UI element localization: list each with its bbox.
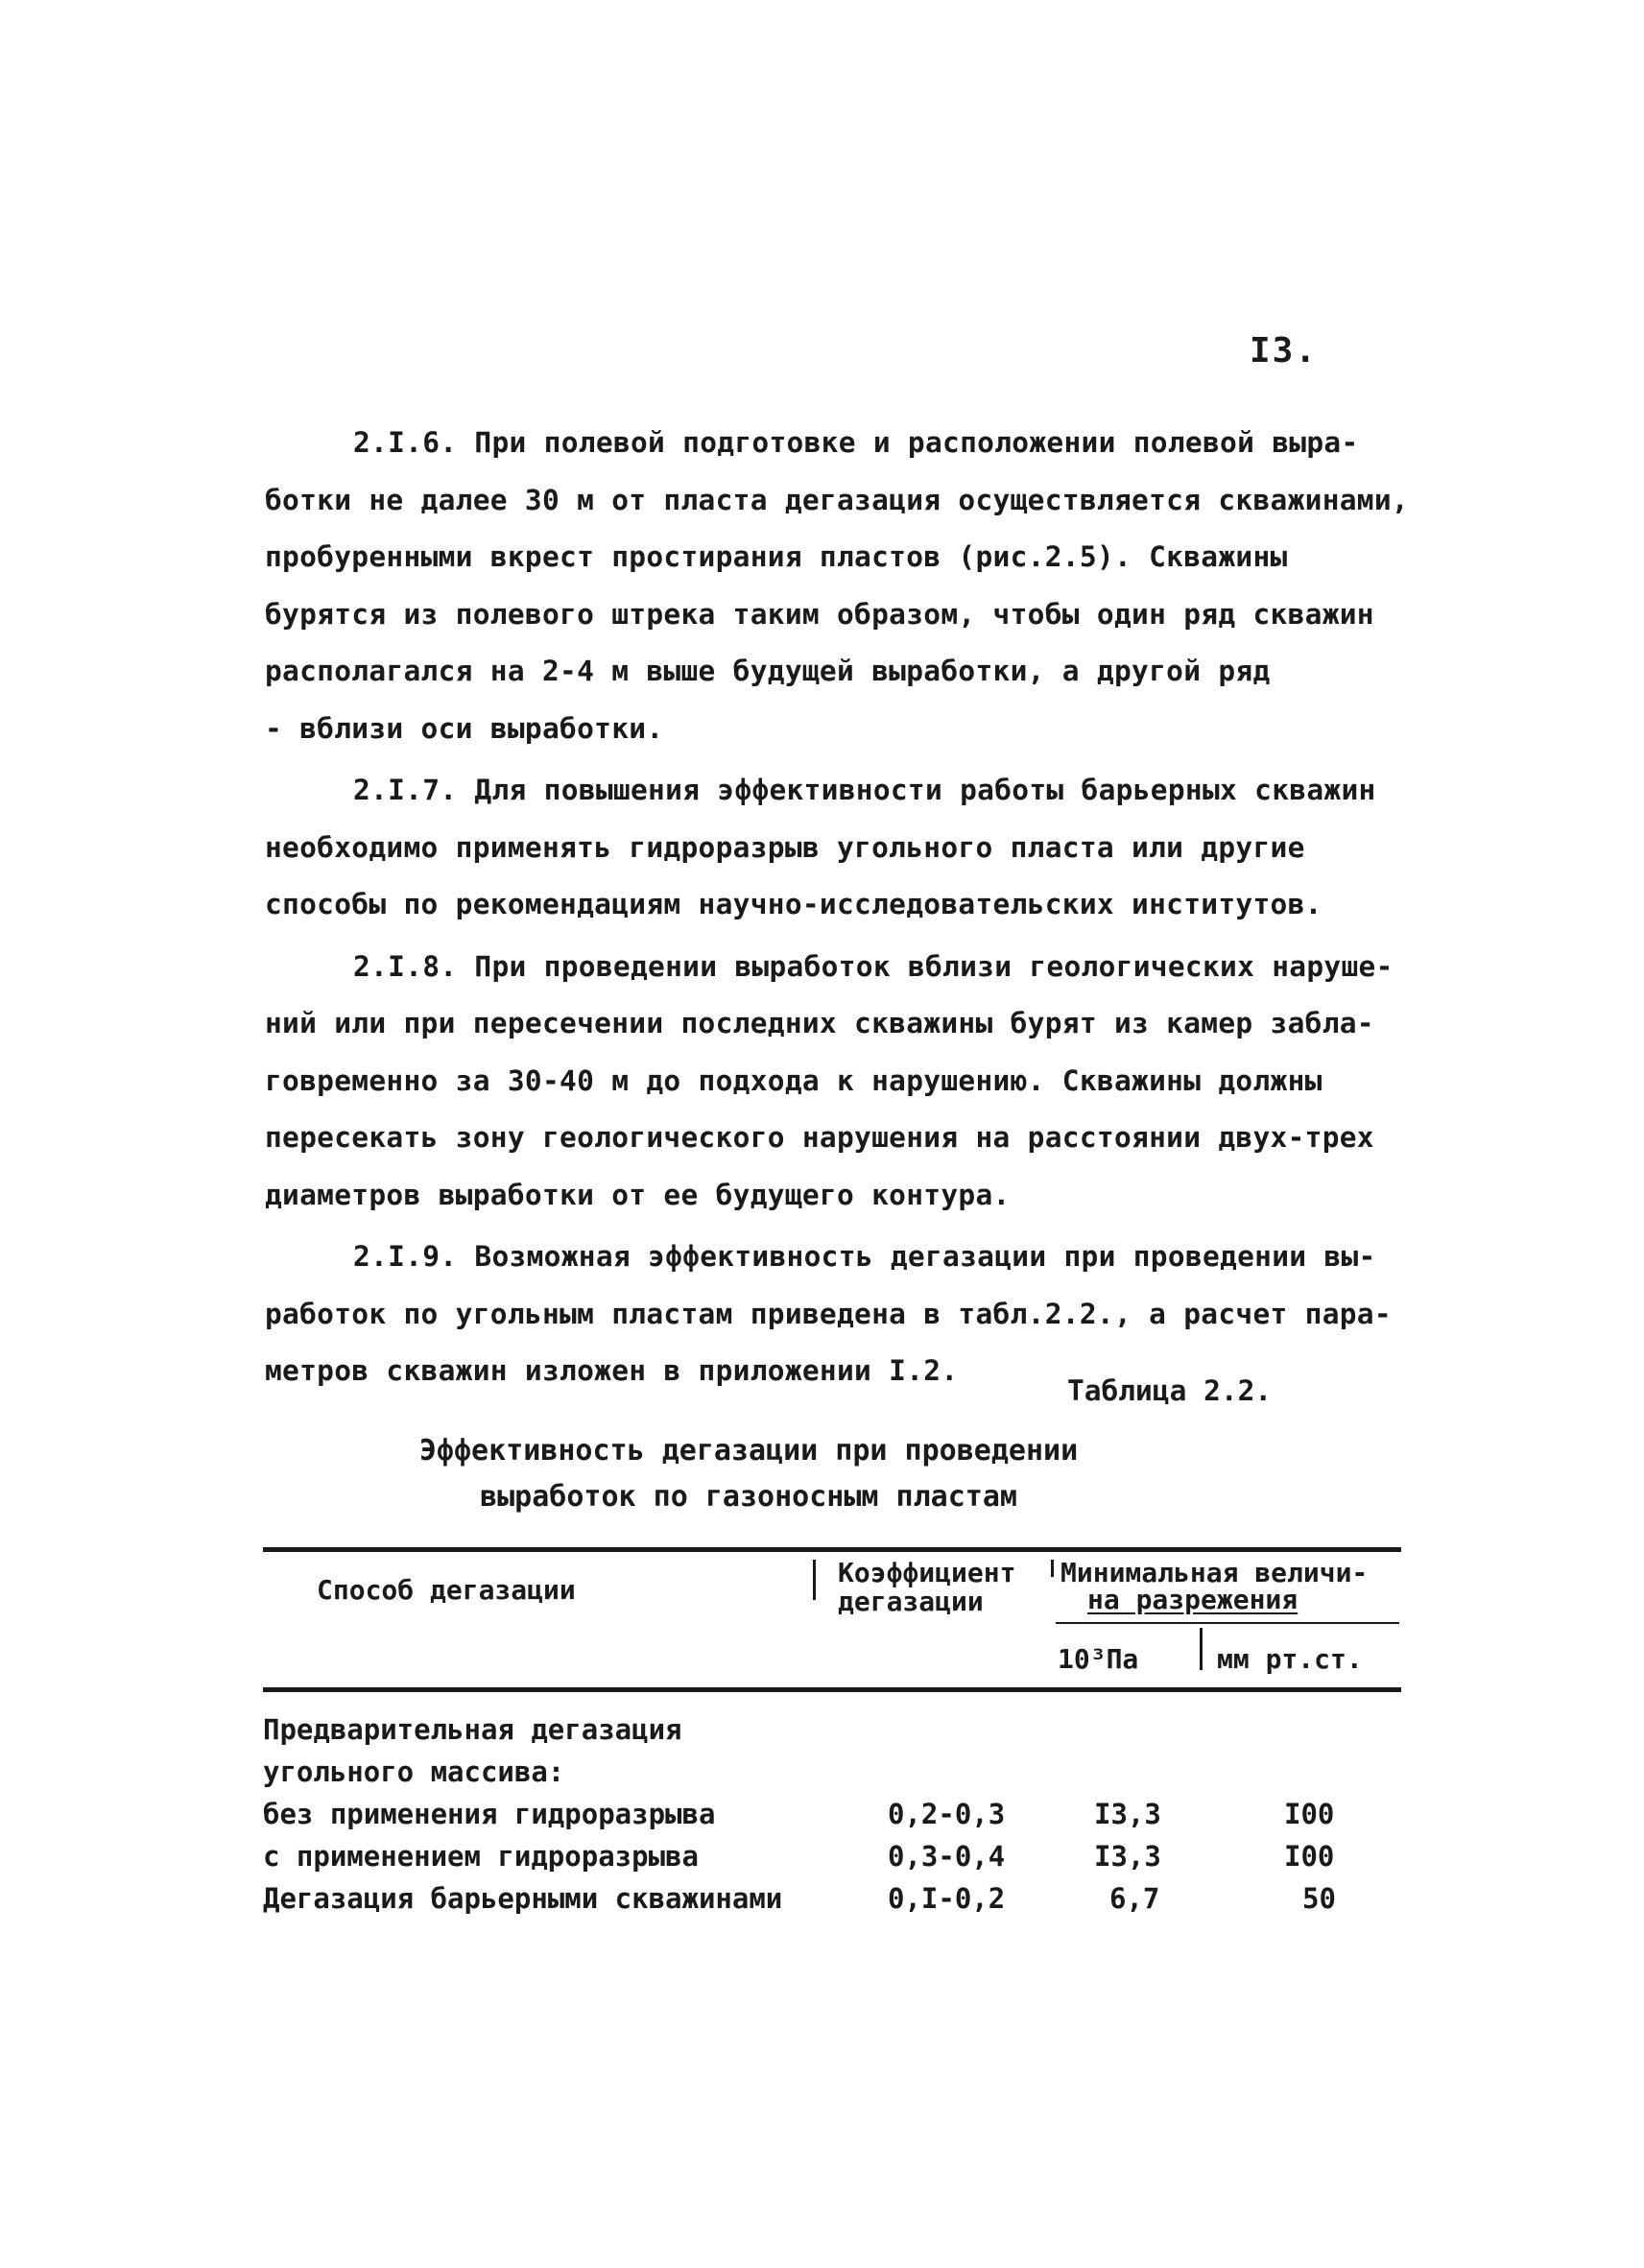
table-cell-pa: I3,3: [1094, 1798, 1161, 1830]
text-line: диаметров выработки от ее будущего контура.: [265, 1178, 1011, 1211]
table-row-label: с применением гидроразрыва: [263, 1840, 699, 1873]
table-row-label: без применения гидроразрыва: [263, 1798, 716, 1830]
table-row-label: угольного массива:: [263, 1755, 565, 1788]
text-line: говременно за 30-40 м до подхода к нарушению. Скважины должны: [265, 1063, 1322, 1097]
text-line: 2.I.6. При полевой подготовке и расположении полевой выра-: [353, 426, 1359, 459]
text-line: ботки не далее 30 м от пласта дегазация осуществляется скважинами,: [265, 483, 1409, 516]
header-coef-line1: Коэффициент: [838, 1557, 1016, 1588]
table-row-label: Дегазация барьерными скважинами: [263, 1882, 783, 1915]
header-unit-mm: мм рт.ст.: [1217, 1643, 1363, 1675]
table-cell-mm: I00: [1284, 1840, 1335, 1873]
page-number: I3.: [1250, 331, 1319, 370]
table-title: [365, 1428, 1132, 1520]
table-title-line: выработок по газоносным пластам: [480, 1480, 1017, 1514]
text-line: 2.I.9. Возможная эффективность дегазации при проведении вы-: [353, 1240, 1376, 1273]
body-text: [265, 415, 1407, 1400]
text-line: работок по угольным пластам приведена в табл.2.2., а расчет пара-: [265, 1297, 1392, 1330]
header-separator: [1200, 1628, 1203, 1670]
text-line: пробуренными вкрест простирания пластов (рис.2.5). Скважины: [265, 540, 1288, 573]
text-line: бурятся из полевого штрека таким образом, чтобы один ряд скважин: [265, 597, 1374, 631]
header-separator: [1051, 1560, 1054, 1577]
table-row-label: Предварительная дегазация: [263, 1713, 682, 1746]
table-cell-mm: 50: [1302, 1882, 1336, 1915]
table-top-rule: [263, 1547, 1401, 1552]
table-cell-pa: I3,3: [1094, 1840, 1161, 1873]
text-line: ний или при пересечении последних скважины бурят из камер забла-: [265, 1007, 1374, 1039]
paragraph-2-1-6: [265, 415, 1407, 757]
text-line: располагался на 2-4 м выше будущей выработки, а другой ряд: [265, 655, 1271, 687]
text-line: пересекать зону геологического нарушения на расстоянии двух-трех: [265, 1121, 1374, 1154]
header-coef-line2: дегазации: [838, 1586, 984, 1617]
table-cell-coef: 0,2-0,3: [888, 1798, 1006, 1830]
table-title-line: Эффективность дегазации при проведении: [418, 1434, 1079, 1468]
text-line: - вблизи оси выработки.: [265, 711, 664, 745]
table-cell-coef: 0,3-0,4: [888, 1840, 1006, 1873]
text-line: 2.I.7. Для повышения эффективности работы барьерных скважин: [353, 774, 1376, 806]
table-cell-mm: I00: [1284, 1798, 1335, 1830]
header-subrule: [1056, 1622, 1399, 1624]
text-line: необходимо применять гидроразрыв угольного пласта или другие: [265, 830, 1305, 864]
table-header-rule: [263, 1687, 1401, 1692]
header-unit-pa: 10³Па: [1058, 1643, 1139, 1675]
text-line: способы по рекомендациям научно-исследовательских институтов.: [265, 888, 1322, 920]
header-method: Способ дегазации: [317, 1574, 576, 1606]
header-min-line1: Минимальная величи-: [1060, 1557, 1369, 1588]
table-label: Таблица 2.2.: [1067, 1374, 1273, 1407]
paragraph-2-1-8: [265, 939, 1407, 1225]
text-line: метров скважин изложен в приложении I.2.: [265, 1354, 959, 1387]
table-cell-pa: 6,7: [1109, 1882, 1160, 1915]
header-min-line2: на разрежения: [1087, 1584, 1299, 1615]
paragraph-2-1-7: [265, 762, 1407, 934]
header-separator: [813, 1560, 816, 1600]
text-line: 2.I.8. При проведении выработок вблизи геологических наруше-: [353, 949, 1394, 983]
table-cell-coef: 0,I-0,2: [888, 1882, 1006, 1915]
